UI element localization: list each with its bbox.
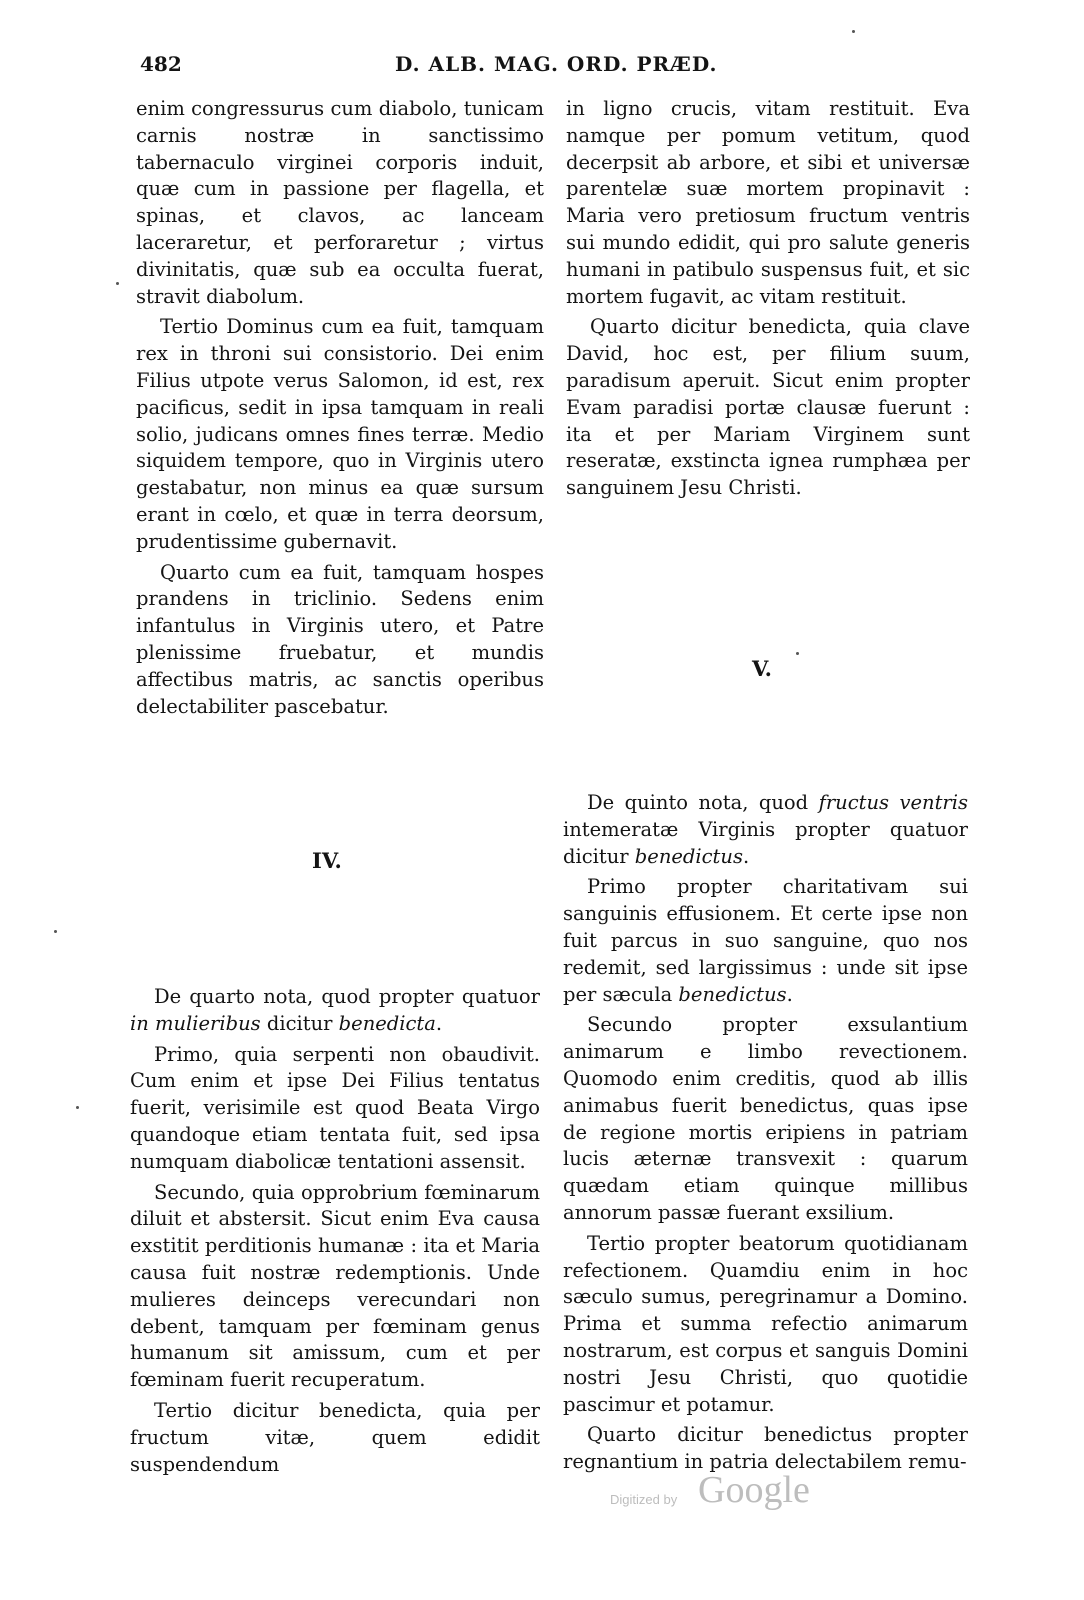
paragraph: Quarto dicitur benedicta, quia clave David, hoc est, per filium suum, paradisum aperuit. Sicut enim propter Evam paradisi portæ clausæ fuerunt : ita et per Mariam Virginem sunt reseratæ, exstincta ignea rumphæa per sanguinem Jesu Christi.	[566, 315, 970, 500]
paragraph: in ligno crucis, vitam restituit. Eva namque per pomum vetitum, quod decerpsit ab arbore, et sibi et universæ parentelæ suæ mortem propinavit : Maria vero pretiosum fructum ventris sui mundo edidit, qui pro salute generis humani in patibulo suspensus fuit, et sic mortem fugavit, ac vitam restituit.	[566, 97, 970, 308]
text-run: De quarto nota, quod propter quatuor	[154, 985, 540, 1008]
italic-text: benedicta	[338, 1011, 436, 1035]
italic-text: in mulieribus	[130, 1011, 261, 1035]
paragraph: enim congressurus cum diabolo, tunicam carnis nostræ in sanctissimo tabernaculo virginei corporis induit, quæ cum in passione per flagella, et spinas, et clavos, ac lanceam laceraretur, et perforaretur ; virtus divinitatis, quæ sub ea occulta fuerat, stravit diabolum.	[136, 97, 544, 308]
digitized-by-watermark	[610, 1468, 840, 1518]
text-run: .	[435, 1011, 443, 1035]
paragraph	[130, 984, 540, 1038]
page-number: 482	[140, 52, 182, 76]
text-run: .	[742, 844, 750, 868]
paragraph	[563, 874, 968, 1008]
paragraph: Secundo, quia opprobrium fœminarum diluit et abstersit. Sicut enim Eva causa exstitit perditionis humanæ : ita et Maria causa fuit nostræ redemptionis. Unde mulieres deinceps verecundari non debent, tamquam per fœminam genus humanum sit amissum, cum et per fœminam fuerit recuperatum.	[130, 1180, 540, 1392]
section-heading-iv: IV.	[312, 848, 342, 873]
paragraph	[563, 790, 968, 870]
text-run: Primo propter charitativam sui sanguinis effusionem. Et certe ipse non fuit parcus in suo sanguine, quo nos redemit, sed largissimus : unde sit ipse per sæcula	[563, 875, 968, 1006]
paragraph: Tertio dicitur benedicta, quia per fructum vitæ, quem edidit suspendendum	[130, 1398, 540, 1476]
text-run: dicitur	[260, 1011, 339, 1035]
page-header	[0, 52, 1084, 88]
left-column-top	[136, 96, 544, 724]
italic-text: fructus ventris	[818, 791, 968, 814]
paragraph: Tertio propter beatorum quotidianam refectionem. Quamdiu enim in hoc sæculo sumus, peregrinamur a Domino. Prima et summa refectio animarum nostrarum, est corpus et sanguis Domini nostri Jesu Christi, quo quotidie pascimur et potamur.	[563, 1231, 968, 1416]
italic-text: benedictus	[678, 982, 787, 1006]
text-run: De quinto nota, quod	[587, 791, 819, 814]
google-logo: Google	[698, 1469, 810, 1511]
scan-speck	[796, 652, 799, 655]
paragraph: Quarto cum ea fuit, tamquam hospes prandens in triclinio. Sedens enim infantulus in Virginis utero, et Patre plenissime fruebatur, et mundis affectibus matris, ac sanctis operibus delectabiliter pascebatur.	[136, 560, 544, 718]
text-run: intemeratæ Virginis propter quatuor dicitur	[563, 817, 968, 868]
running-title: D. ALB. MAG. ORD. PRÆD.	[395, 52, 718, 76]
paragraph: Tertio Dominus cum ea fuit, tamquam rex in throni sui consistorio. Dei enim Filius utpote verus Salomon, id est, rex pacificus, sedit in ipsa tamquam in reali solio, judicans omnes fines terræ. Medio siquidem tempore, quo in Virginis utero gestabatur, non minus ea quæ sursum erant in cœlo, et quæ in terra deorsum, prudentissime gubernavit.	[136, 315, 544, 553]
scan-speck	[116, 282, 119, 285]
paragraph: Quarto dicitur benedictus propter regnantium in patria delectabilem remu-	[563, 1423, 968, 1474]
right-column-top	[566, 96, 970, 506]
right-column-bottom	[563, 790, 968, 1480]
paragraph: Primo, quia serpenti non obaudivit. Cum enim et ipse Dei Filius tentatus fuerit, verisimile est quod Beata Virgo quandoque etiam tentata fuit, sed ipsa numquam diabolicæ tentationi assensit.	[130, 1042, 540, 1173]
italic-text: benedictus	[634, 844, 743, 868]
paragraph: Secundo propter exsulantium animarum e limbo revectionem. Quomodo enim creditis, quod ab illis animabus fuerit benedictus, quas ipse de regione mortis eripiens in patriam lucis æternæ transvexit : quarum quædam etiam quinque millibus annorum passæ fuerant exsilium.	[563, 1013, 968, 1224]
left-column-bottom	[130, 984, 540, 1482]
scan-speck	[852, 30, 855, 33]
text-run: .	[786, 982, 793, 1006]
digitized-by-label: Digitized by	[610, 1492, 678, 1507]
section-heading-v: V.	[752, 656, 772, 681]
scan-speck	[54, 930, 57, 933]
scan-speck	[76, 1106, 79, 1109]
